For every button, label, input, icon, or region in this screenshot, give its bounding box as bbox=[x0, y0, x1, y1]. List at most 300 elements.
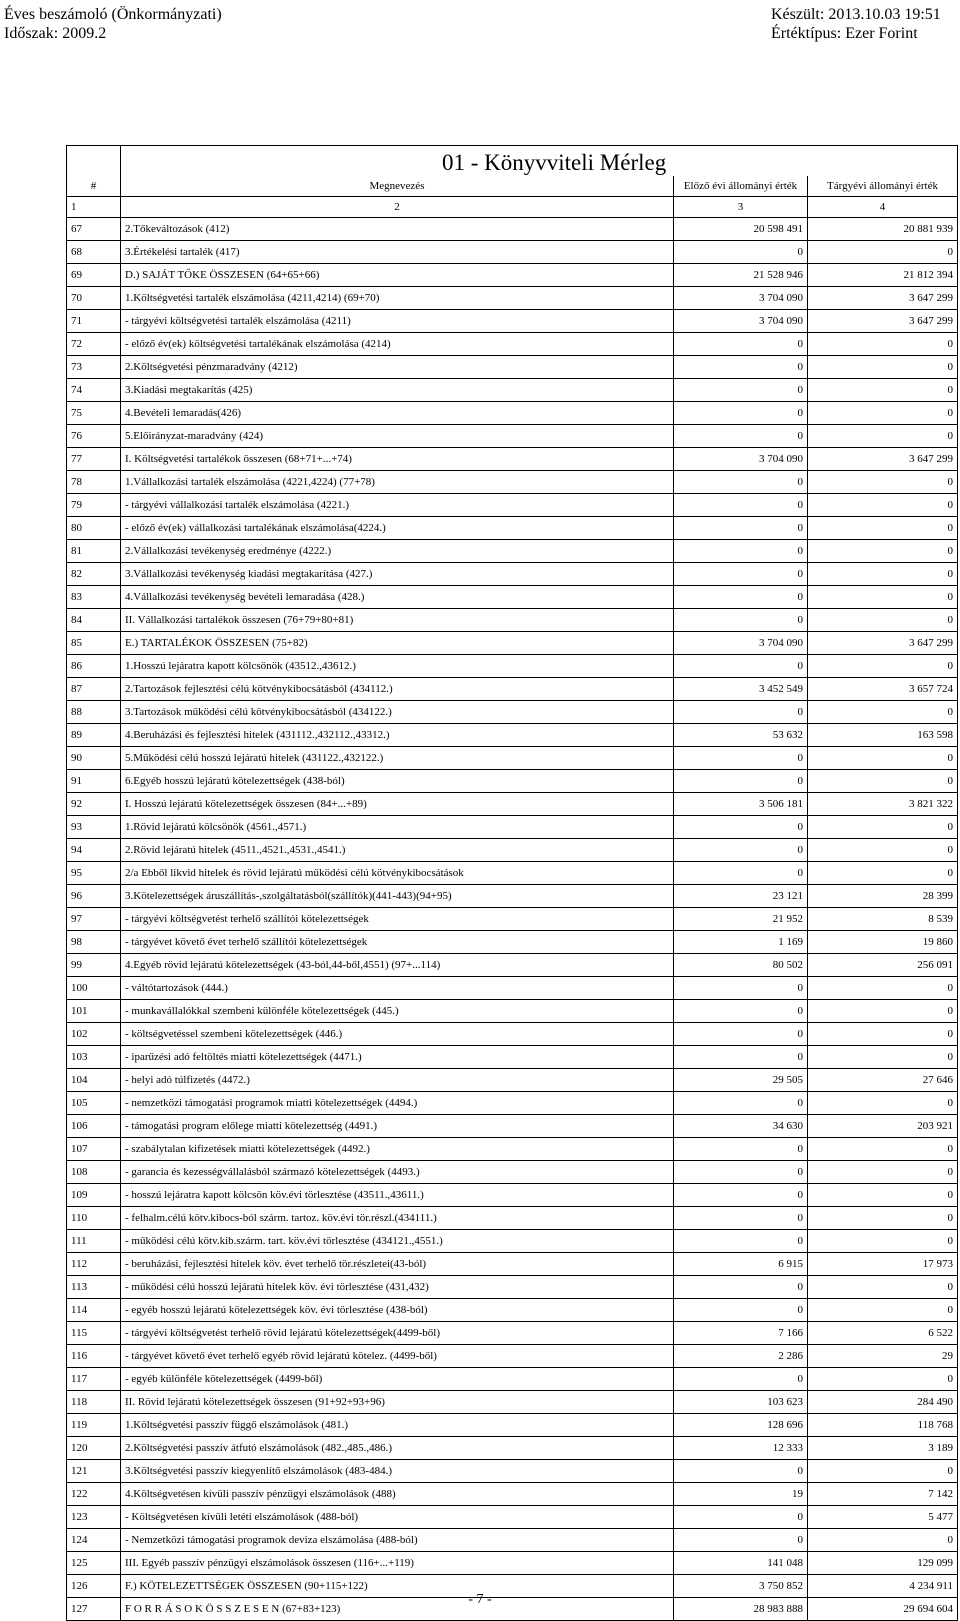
row-current-value: 7 142 bbox=[808, 1483, 958, 1506]
value-type: Értéktípus: Ezer Forint bbox=[771, 25, 918, 42]
table-row bbox=[67, 1506, 958, 1529]
row-previous-value: 3 704 090 bbox=[674, 310, 808, 333]
row-previous-value: 0 bbox=[674, 701, 808, 724]
table-row bbox=[67, 517, 958, 540]
table-row bbox=[67, 310, 958, 333]
row-number: 120 bbox=[67, 1437, 121, 1460]
row-current-value: 118 768 bbox=[808, 1414, 958, 1437]
row-previous-value: 0 bbox=[674, 1092, 808, 1115]
row-previous-value: 0 bbox=[674, 1207, 808, 1230]
column-number-3: 3 bbox=[674, 197, 808, 218]
row-current-value: 0 bbox=[808, 862, 958, 885]
row-name: - iparűzési adó feltöltés miatti kötelezettségek (4471.) bbox=[121, 1046, 674, 1069]
row-name: - váltótartozások (444.) bbox=[121, 977, 674, 1000]
row-current-value: 0 bbox=[808, 1368, 958, 1391]
row-number: 98 bbox=[67, 931, 121, 954]
table-row bbox=[67, 1391, 958, 1414]
created-timestamp: Készült: 2013.10.03 19:51 bbox=[771, 6, 941, 23]
row-number: 115 bbox=[67, 1322, 121, 1345]
table-row bbox=[67, 1253, 958, 1276]
table-row bbox=[67, 402, 958, 425]
row-name: - költségvetéssel szembeni kötelezettségek (446.) bbox=[121, 1023, 674, 1046]
row-current-value: 8 539 bbox=[808, 908, 958, 931]
table-row bbox=[67, 655, 958, 678]
row-name: - tárgyévet követő évet terhelő egyéb rövid lejáratú kötelez. (4499-ből) bbox=[121, 1345, 674, 1368]
table-row bbox=[67, 333, 958, 356]
row-name: - beruházási, fejlesztési hitelek köv. évet terhelő tör.részletei(43-ból) bbox=[121, 1253, 674, 1276]
row-current-value: 0 bbox=[808, 517, 958, 540]
row-number: 80 bbox=[67, 517, 121, 540]
row-current-value: 0 bbox=[808, 333, 958, 356]
row-current-value: 4 234 911 bbox=[808, 1575, 958, 1598]
row-current-value: 203 921 bbox=[808, 1115, 958, 1138]
row-previous-value: 34 630 bbox=[674, 1115, 808, 1138]
row-current-value: 6 522 bbox=[808, 1322, 958, 1345]
row-number: 116 bbox=[67, 1345, 121, 1368]
table-row bbox=[67, 241, 958, 264]
row-previous-value: 3 704 090 bbox=[674, 448, 808, 471]
row-previous-value: 29 505 bbox=[674, 1069, 808, 1092]
table-row bbox=[67, 793, 958, 816]
row-previous-value: 28 983 888 bbox=[674, 1598, 808, 1621]
row-previous-value: 0 bbox=[674, 379, 808, 402]
table-row bbox=[67, 908, 958, 931]
row-name: 1.Költségvetési tartalék elszámolása (4211,4214) (69+70) bbox=[121, 287, 674, 310]
row-name: E.) TARTALÉKOK ÖSSZESEN (75+82) bbox=[121, 632, 674, 655]
row-previous-value: 3 750 852 bbox=[674, 1575, 808, 1598]
table-row bbox=[67, 218, 958, 241]
row-number: 87 bbox=[67, 678, 121, 701]
row-name: - helyi adó túlfizetés (4472.) bbox=[121, 1069, 674, 1092]
row-previous-value: 0 bbox=[674, 609, 808, 632]
row-name: II. Vállalkozási tartalékok összesen (76+79+80+81) bbox=[121, 609, 674, 632]
row-number: 124 bbox=[67, 1529, 121, 1552]
row-number: 112 bbox=[67, 1253, 121, 1276]
row-number: 81 bbox=[67, 540, 121, 563]
row-current-value: 3 189 bbox=[808, 1437, 958, 1460]
row-name: - garancia és kezességvállalásból származó kötelezettségek (4493.) bbox=[121, 1161, 674, 1184]
row-previous-value: 0 bbox=[674, 977, 808, 1000]
table-row bbox=[67, 678, 958, 701]
row-number: 76 bbox=[67, 425, 121, 448]
row-name: 4.Költségvetésen kívüli passzív pénzügyi elszámolások (488) bbox=[121, 1483, 674, 1506]
table-row bbox=[67, 264, 958, 287]
row-previous-value: 0 bbox=[674, 1460, 808, 1483]
row-current-value: 0 bbox=[808, 494, 958, 517]
row-name: - előző év(ek) költségvetési tartalékának elszámolása (4214) bbox=[121, 333, 674, 356]
row-previous-value: 0 bbox=[674, 1161, 808, 1184]
table-row bbox=[67, 1345, 958, 1368]
column-header-name: Megnevezés bbox=[121, 176, 674, 197]
table-row bbox=[67, 816, 958, 839]
row-number: 119 bbox=[67, 1414, 121, 1437]
row-number: 78 bbox=[67, 471, 121, 494]
row-name: - egyéb különféle kötelezettségek (4499-ből) bbox=[121, 1368, 674, 1391]
column-header-previous: Előző évi állományi érték bbox=[674, 176, 808, 197]
row-number: 102 bbox=[67, 1023, 121, 1046]
row-previous-value: 0 bbox=[674, 1230, 808, 1253]
row-name: 4.Beruházási és fejlesztési hitelek (431112.,432112.,43312.) bbox=[121, 724, 674, 747]
row-current-value: 21 812 394 bbox=[808, 264, 958, 287]
row-current-value: 0 bbox=[808, 356, 958, 379]
row-previous-value: 3 506 181 bbox=[674, 793, 808, 816]
row-previous-value: 0 bbox=[674, 1276, 808, 1299]
row-previous-value: 0 bbox=[674, 241, 808, 264]
table-row bbox=[67, 747, 958, 770]
row-current-value: 0 bbox=[808, 655, 958, 678]
row-previous-value: 103 623 bbox=[674, 1391, 808, 1414]
row-current-value: 17 973 bbox=[808, 1253, 958, 1276]
row-name: 2.Vállalkozási tevékenység eredménye (4222.) bbox=[121, 540, 674, 563]
row-previous-value: 0 bbox=[674, 1506, 808, 1529]
row-name: 2/a Ebből likvid hitelek és rövid lejáratú működési célú kötvénykibocsátások bbox=[121, 862, 674, 885]
row-number: 125 bbox=[67, 1552, 121, 1575]
table-row bbox=[67, 1322, 958, 1345]
row-previous-value: 3 452 549 bbox=[674, 678, 808, 701]
page-number: - 7 - bbox=[468, 1592, 492, 1607]
row-previous-value: 0 bbox=[674, 402, 808, 425]
row-number: 73 bbox=[67, 356, 121, 379]
row-name: - Nemzetközi támogatási programok deviza elszámolása (488-ból) bbox=[121, 1529, 674, 1552]
row-current-value: 3 657 724 bbox=[808, 678, 958, 701]
row-number: 88 bbox=[67, 701, 121, 724]
row-previous-value: 20 598 491 bbox=[674, 218, 808, 241]
table-row bbox=[67, 1184, 958, 1207]
row-current-value: 163 598 bbox=[808, 724, 958, 747]
row-current-value: 0 bbox=[808, 379, 958, 402]
row-current-value: 20 881 939 bbox=[808, 218, 958, 241]
row-current-value: 29 694 604 bbox=[808, 1598, 958, 1621]
table-row bbox=[67, 1552, 958, 1575]
row-previous-value: 0 bbox=[674, 425, 808, 448]
table-row bbox=[67, 1161, 958, 1184]
row-number: 103 bbox=[67, 1046, 121, 1069]
row-current-value: 0 bbox=[808, 609, 958, 632]
row-name: I. Hosszú lejáratú kötelezettségek összesen (84+...+89) bbox=[121, 793, 674, 816]
row-previous-value: 0 bbox=[674, 816, 808, 839]
row-current-value: 0 bbox=[808, 586, 958, 609]
table-title: 01 - Könyvviteli Mérleg bbox=[121, 146, 958, 177]
row-current-value: 5 477 bbox=[808, 1506, 958, 1529]
row-name: 6.Egyéb hosszú lejáratú kötelezettségek (438-ból) bbox=[121, 770, 674, 793]
row-name: 3.Kiadási megtakarítás (425) bbox=[121, 379, 674, 402]
row-previous-value: 3 704 090 bbox=[674, 287, 808, 310]
row-number: 121 bbox=[67, 1460, 121, 1483]
row-number: 86 bbox=[67, 655, 121, 678]
row-name: F.) KÖTELEZETTSÉGEK ÖSSZESEN (90+115+122) bbox=[121, 1575, 674, 1598]
row-number: 111 bbox=[67, 1230, 121, 1253]
row-current-value: 256 091 bbox=[808, 954, 958, 977]
row-number: 91 bbox=[67, 770, 121, 793]
row-number: 105 bbox=[67, 1092, 121, 1115]
row-number: 79 bbox=[67, 494, 121, 517]
table-row bbox=[67, 931, 958, 954]
table-row bbox=[67, 448, 958, 471]
table-row bbox=[67, 1529, 958, 1552]
table-row bbox=[67, 563, 958, 586]
table-row bbox=[67, 609, 958, 632]
row-number: 83 bbox=[67, 586, 121, 609]
row-number: 68 bbox=[67, 241, 121, 264]
table-row bbox=[67, 770, 958, 793]
row-current-value: 0 bbox=[808, 1460, 958, 1483]
table-row bbox=[67, 379, 958, 402]
row-number: 90 bbox=[67, 747, 121, 770]
row-current-value: 0 bbox=[808, 770, 958, 793]
row-name: II. Rövid lejáratú kötelezettségek összesen (91+92+93+96) bbox=[121, 1391, 674, 1414]
table-row bbox=[67, 494, 958, 517]
row-name: 1.Vállalkozási tartalék elszámolása (4221,4224) (77+78) bbox=[121, 471, 674, 494]
row-previous-value: 21 952 bbox=[674, 908, 808, 931]
row-current-value: 19 860 bbox=[808, 931, 958, 954]
column-number-4: 4 bbox=[808, 197, 958, 218]
row-name: F O R R Á S O K Ö S S Z E S E N (67+83+123) bbox=[121, 1598, 674, 1621]
table-row bbox=[67, 1437, 958, 1460]
row-previous-value: 0 bbox=[674, 1299, 808, 1322]
row-current-value: 0 bbox=[808, 1207, 958, 1230]
row-previous-value: 128 696 bbox=[674, 1414, 808, 1437]
row-name: 2.Költségvetési pénzmaradvány (4212) bbox=[121, 356, 674, 379]
table-row bbox=[67, 1138, 958, 1161]
row-previous-value: 0 bbox=[674, 333, 808, 356]
row-name: 4.Vállalkozási tevékenység bevételi lemaradása (428.) bbox=[121, 586, 674, 609]
table-row bbox=[67, 954, 958, 977]
row-current-value: 0 bbox=[808, 241, 958, 264]
row-current-value: 3 647 299 bbox=[808, 310, 958, 333]
table-row bbox=[67, 287, 958, 310]
row-current-value: 0 bbox=[808, 747, 958, 770]
table-row bbox=[67, 862, 958, 885]
balance-sheet-table bbox=[66, 145, 958, 1621]
row-number: 84 bbox=[67, 609, 121, 632]
row-previous-value: 19 bbox=[674, 1483, 808, 1506]
row-name: 4.Egyéb rövid lejáratú kötelezettségek (43-ból,44-ből,4551) (97+...114) bbox=[121, 954, 674, 977]
table-row bbox=[67, 471, 958, 494]
row-name: 3.Költségvetési passzív kiegyenlítő elszámolások (483-484.) bbox=[121, 1460, 674, 1483]
row-previous-value: 0 bbox=[674, 747, 808, 770]
row-number: 100 bbox=[67, 977, 121, 1000]
table-row bbox=[67, 1230, 958, 1253]
row-current-value: 28 399 bbox=[808, 885, 958, 908]
row-previous-value: 0 bbox=[674, 770, 808, 793]
row-number: 95 bbox=[67, 862, 121, 885]
row-previous-value: 3 704 090 bbox=[674, 632, 808, 655]
table-row bbox=[67, 632, 958, 655]
row-name: 3.Kötelezettségek áruszállítás-,szolgáltatásból(szállítók)(441-443)(94+95) bbox=[121, 885, 674, 908]
table-row bbox=[67, 1046, 958, 1069]
row-previous-value: 0 bbox=[674, 586, 808, 609]
column-number-1: 1 bbox=[67, 197, 121, 218]
row-current-value: 3 821 322 bbox=[808, 793, 958, 816]
table-row bbox=[67, 1092, 958, 1115]
row-current-value: 3 647 299 bbox=[808, 448, 958, 471]
row-number: 127 bbox=[67, 1598, 121, 1621]
row-current-value: 0 bbox=[808, 1046, 958, 1069]
row-name: 1.Hosszú lejáratra kapott kölcsönök (43512.,43612.) bbox=[121, 655, 674, 678]
column-header-number: # bbox=[67, 176, 121, 197]
row-name: D.) SAJÁT TŐKE ÖSSZESEN (64+65+66) bbox=[121, 264, 674, 287]
row-current-value: 0 bbox=[808, 816, 958, 839]
row-number: 104 bbox=[67, 1069, 121, 1092]
row-previous-value: 0 bbox=[674, 862, 808, 885]
row-current-value: 0 bbox=[808, 1184, 958, 1207]
row-name: - előző év(ek) vállalkozási tartalékának elszámolása(4224.) bbox=[121, 517, 674, 540]
table-row bbox=[67, 1414, 958, 1437]
row-current-value: 0 bbox=[808, 1299, 958, 1322]
row-number: 126 bbox=[67, 1575, 121, 1598]
row-name: - Költségvetésen kívüli letéti elszámolások (488-ból) bbox=[121, 1506, 674, 1529]
row-current-value: 0 bbox=[808, 1138, 958, 1161]
row-name: 2.Rövid lejáratú hitelek (4511.,4521.,4531.,4541.) bbox=[121, 839, 674, 862]
row-number: 75 bbox=[67, 402, 121, 425]
row-name: 5.Működési célú hosszú lejáratú hitelek (431122.,432122.) bbox=[121, 747, 674, 770]
table-row bbox=[67, 356, 958, 379]
table-row bbox=[67, 724, 958, 747]
row-current-value: 0 bbox=[808, 402, 958, 425]
column-number-2: 2 bbox=[121, 197, 674, 218]
row-current-value: 0 bbox=[808, 1023, 958, 1046]
row-previous-value: 2 286 bbox=[674, 1345, 808, 1368]
row-name: - munkavállalókkal szembeni különféle kötelezettségek (445.) bbox=[121, 1000, 674, 1023]
row-number: 67 bbox=[67, 218, 121, 241]
row-name: 2.Tőkeváltozások (412) bbox=[121, 218, 674, 241]
row-previous-value: 12 333 bbox=[674, 1437, 808, 1460]
row-number: 122 bbox=[67, 1483, 121, 1506]
table-row bbox=[67, 1299, 958, 1322]
row-previous-value: 0 bbox=[674, 1184, 808, 1207]
row-current-value: 0 bbox=[808, 977, 958, 1000]
row-previous-value: 21 528 946 bbox=[674, 264, 808, 287]
row-number: 69 bbox=[67, 264, 121, 287]
row-number: 123 bbox=[67, 1506, 121, 1529]
row-number: 96 bbox=[67, 885, 121, 908]
row-current-value: 29 bbox=[808, 1345, 958, 1368]
table-row bbox=[67, 1368, 958, 1391]
row-name: - működési célú hosszú lejáratú hitelek köv. évi törlesztése (431,432) bbox=[121, 1276, 674, 1299]
row-number: 85 bbox=[67, 632, 121, 655]
row-current-value: 0 bbox=[808, 563, 958, 586]
row-name: I. Költségvetési tartalékok összesen (68+71+...+74) bbox=[121, 448, 674, 471]
row-number: 93 bbox=[67, 816, 121, 839]
table-row bbox=[67, 701, 958, 724]
row-number: 101 bbox=[67, 1000, 121, 1023]
row-number: 99 bbox=[67, 954, 121, 977]
row-previous-value: 23 121 bbox=[674, 885, 808, 908]
row-previous-value: 0 bbox=[674, 1023, 808, 1046]
row-previous-value: 0 bbox=[674, 356, 808, 379]
table-row bbox=[67, 839, 958, 862]
row-number: 74 bbox=[67, 379, 121, 402]
row-name: - tárgyévi költségvetési tartalék elszámolása (4211) bbox=[121, 310, 674, 333]
row-name: - támogatási program előlege miatti kötelezettség (4491.) bbox=[121, 1115, 674, 1138]
row-previous-value: 0 bbox=[674, 494, 808, 517]
row-current-value: 0 bbox=[808, 839, 958, 862]
row-name: 2.Költségvetési passzív átfutó elszámolások (482.,485.,486.) bbox=[121, 1437, 674, 1460]
table-row bbox=[67, 586, 958, 609]
table-row bbox=[67, 1023, 958, 1046]
row-name: - tárgyévi vállalkozási tartalék elszámolása (4221.) bbox=[121, 494, 674, 517]
row-previous-value: 7 166 bbox=[674, 1322, 808, 1345]
row-number: 70 bbox=[67, 287, 121, 310]
row-number: 107 bbox=[67, 1138, 121, 1161]
row-name: 3.Tartozások működési célú kötvénykibocsátásból (434122.) bbox=[121, 701, 674, 724]
row-current-value: 129 099 bbox=[808, 1552, 958, 1575]
row-current-value: 0 bbox=[808, 425, 958, 448]
row-number: 113 bbox=[67, 1276, 121, 1299]
row-current-value: 0 bbox=[808, 1092, 958, 1115]
row-name: - működési célú kötv.kib.szárm. tart. köv.évi törlesztése (434121.,4551.) bbox=[121, 1230, 674, 1253]
row-name: 1.Rövid lejáratú kölcsönök (4561.,4571.) bbox=[121, 816, 674, 839]
row-previous-value: 0 bbox=[674, 540, 808, 563]
row-name: 2.Tartozások fejlesztési célú kötvénykibocsátásból (434112.) bbox=[121, 678, 674, 701]
row-number: 72 bbox=[67, 333, 121, 356]
row-number: 94 bbox=[67, 839, 121, 862]
row-name: 1.Költségvetési passzív függő elszámolások (481.) bbox=[121, 1414, 674, 1437]
row-previous-value: 0 bbox=[674, 655, 808, 678]
row-current-value: 3 647 299 bbox=[808, 632, 958, 655]
table-row bbox=[67, 1460, 958, 1483]
table-row bbox=[67, 425, 958, 448]
table-row bbox=[67, 1483, 958, 1506]
row-number: 106 bbox=[67, 1115, 121, 1138]
row-previous-value: 0 bbox=[674, 1046, 808, 1069]
row-name: - tárgyévi költségvetést terhelő rövid lejáratú kötelezettségek(4499-ből) bbox=[121, 1322, 674, 1345]
row-number: 77 bbox=[67, 448, 121, 471]
table-row bbox=[67, 540, 958, 563]
table-row bbox=[67, 885, 958, 908]
row-name: 5.Előirányzat-maradvány (424) bbox=[121, 425, 674, 448]
row-current-value: 284 490 bbox=[808, 1391, 958, 1414]
row-previous-value: 141 048 bbox=[674, 1552, 808, 1575]
row-number: 109 bbox=[67, 1184, 121, 1207]
row-name: - szabálytalan kifizetések miatti kötelezettségek (4492.) bbox=[121, 1138, 674, 1161]
table-row bbox=[67, 1069, 958, 1092]
row-name: - hosszú lejáratra kapott kölcsön köv.évi törlesztése (43511.,43611.) bbox=[121, 1184, 674, 1207]
row-name: - tárgyévi költségvetést terhelő szállítói kötelezettségek bbox=[121, 908, 674, 931]
row-previous-value: 0 bbox=[674, 517, 808, 540]
row-current-value: 0 bbox=[808, 701, 958, 724]
table-row bbox=[67, 977, 958, 1000]
row-number: 97 bbox=[67, 908, 121, 931]
row-number: 110 bbox=[67, 1207, 121, 1230]
table-row bbox=[67, 1000, 958, 1023]
row-name: - nemzetközi támogatási programok miatti kötelezettségek (4494.) bbox=[121, 1092, 674, 1115]
row-name: - egyéb hosszú lejáratú kötelezettségek köv. évi törlesztése (438-ból) bbox=[121, 1299, 674, 1322]
row-number: 117 bbox=[67, 1368, 121, 1391]
row-name: - tárgyévet követő évet terhelő szállítói kötelezettségek bbox=[121, 931, 674, 954]
row-previous-value: 0 bbox=[674, 1368, 808, 1391]
row-name: III. Egyéb passzív pénzügyi elszámolások összesen (116+...+119) bbox=[121, 1552, 674, 1575]
row-current-value: 0 bbox=[808, 1529, 958, 1552]
row-current-value: 0 bbox=[808, 540, 958, 563]
row-number: 82 bbox=[67, 563, 121, 586]
row-previous-value: 1 169 bbox=[674, 931, 808, 954]
row-name: 4.Bevételi lemaradás(426) bbox=[121, 402, 674, 425]
row-number: 114 bbox=[67, 1299, 121, 1322]
row-current-value: 0 bbox=[808, 471, 958, 494]
row-current-value: 0 bbox=[808, 1230, 958, 1253]
row-number: 89 bbox=[67, 724, 121, 747]
row-previous-value: 0 bbox=[674, 1138, 808, 1161]
row-previous-value: 0 bbox=[674, 1000, 808, 1023]
row-current-value: 3 647 299 bbox=[808, 287, 958, 310]
report-period: Időszak: 2009.2 bbox=[4, 25, 107, 42]
row-current-value: 0 bbox=[808, 1000, 958, 1023]
row-previous-value: 0 bbox=[674, 471, 808, 494]
table-row bbox=[67, 1276, 958, 1299]
row-previous-value: 80 502 bbox=[674, 954, 808, 977]
row-previous-value: 6 915 bbox=[674, 1253, 808, 1276]
